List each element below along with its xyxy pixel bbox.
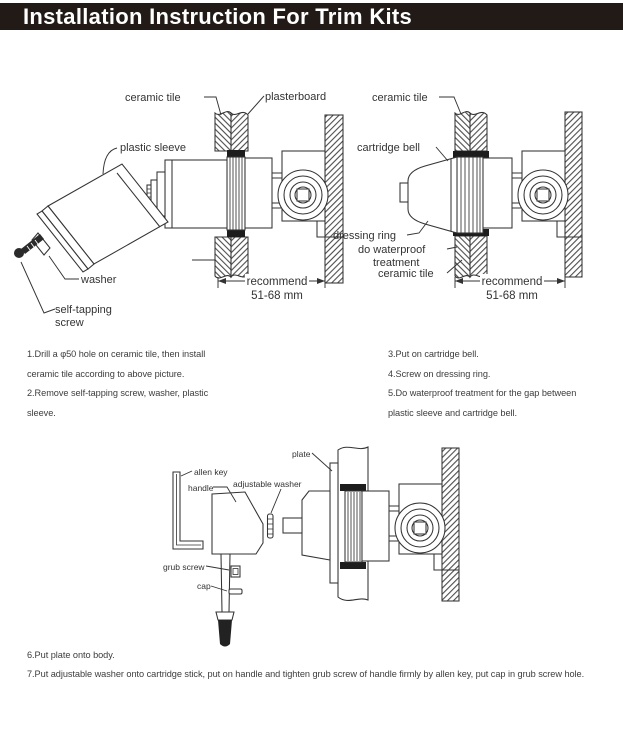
steps-left-column [27,345,208,423]
steps-bottom [27,646,584,683]
ceramic-tile-upper [455,112,470,151]
diagram-step-1-2 [0,55,345,340]
label-waterproof-2: treatment [373,257,420,269]
label-plasterboard: plasterboard [265,91,327,103]
label-range: 51-68 mm [486,290,538,302]
step-line: 6.Put plate onto body. [27,650,115,660]
label-cartridge-bell: cartridge bell [357,142,420,154]
label-waterproof-1: do waterproof [358,244,426,256]
seal-top [227,150,245,157]
page-title: Installation Instruction For Trim Kits [23,4,413,29]
diagram-step-6-7 [145,435,465,650]
diagram-step-3-5 [330,55,623,340]
cartridge-drawing [147,150,343,237]
label-range: 51-68 mm [251,290,303,302]
cap-drawing [229,589,242,594]
label-adjustable-washer: adjustable washer [233,479,302,489]
handle-grip [218,620,232,647]
steps-right-column [388,345,576,423]
plasterboard-lower [470,236,487,277]
label-recommend: recommend [246,276,308,288]
label-grub-screw: grub screw [163,562,205,572]
wall-and-body-drawing [283,447,459,601]
cartridge-front [302,491,330,560]
label-dressing-ring: dressing ring [333,230,396,242]
step-line: plastic sleeve and cartridge bell. [388,407,518,418]
label-washer: washer [81,274,117,286]
seal-top [340,484,366,491]
valve-body [362,491,389,561]
plasterboard-upper [470,112,487,151]
step-line: 3.Put on cartridge bell. [388,349,479,359]
plasterboard-upper [231,112,248,151]
label-cap: cap [197,581,211,591]
thread-section [345,491,362,562]
label-ceramic-tile: ceramic tile [125,92,181,104]
label-self-tapping-1: self-tapping [55,304,112,316]
plastic-sleeve-drawing [14,164,168,272]
label-ceramic-tile-bottom: ceramic tile [378,268,434,280]
step-line: 7.Put adjustable washer onto cartridge stick, put on handle and tighten grub screw of handle firmly by allen key, put cap in grub screw hole. [27,668,585,679]
bell-body [408,157,457,233]
step-line: 2.Remove self-tapping screw, washer, plastic [27,388,209,399]
step-line: 4.Screw on dressing ring. [388,368,491,379]
label-plate: plate [292,449,311,459]
step-line: sleeve. [27,407,56,418]
label-plastic-sleeve: plastic sleeve [120,142,187,154]
step-line: ceramic tile according to above picture. [27,368,185,379]
ceramic-tile-lower [455,236,470,278]
label-allen-key: allen key [194,467,228,477]
handle-parts-drawing [173,472,273,647]
ceramic-tile-upper [215,112,231,151]
valve-body [245,158,272,228]
plasterboard-lower [231,237,248,277]
handle-stem [221,554,230,612]
cartridge-bell-drawing [400,151,582,237]
step-line: 5.Do waterproof treatment for the gap between [388,388,577,399]
title-bar [0,3,623,30]
seal-bottom [340,562,366,569]
label-recommend: recommend [481,276,543,288]
seal-bottom [227,230,245,237]
cartridge-body [165,160,227,228]
valve-body [483,158,512,228]
handle-drawing [212,492,263,554]
cartridge-stick [283,518,302,533]
grub-screw-drawing [231,566,240,577]
label-handle: handle [188,483,214,493]
label-ceramic-tile-top: ceramic tile [372,92,428,104]
ceramic-tile-lower [215,237,231,278]
plate-drawing [330,463,338,583]
step-line: 1.Drill a φ50 hole on ceramic tile, then install [27,349,206,359]
label-self-tapping-2: screw [55,317,84,329]
